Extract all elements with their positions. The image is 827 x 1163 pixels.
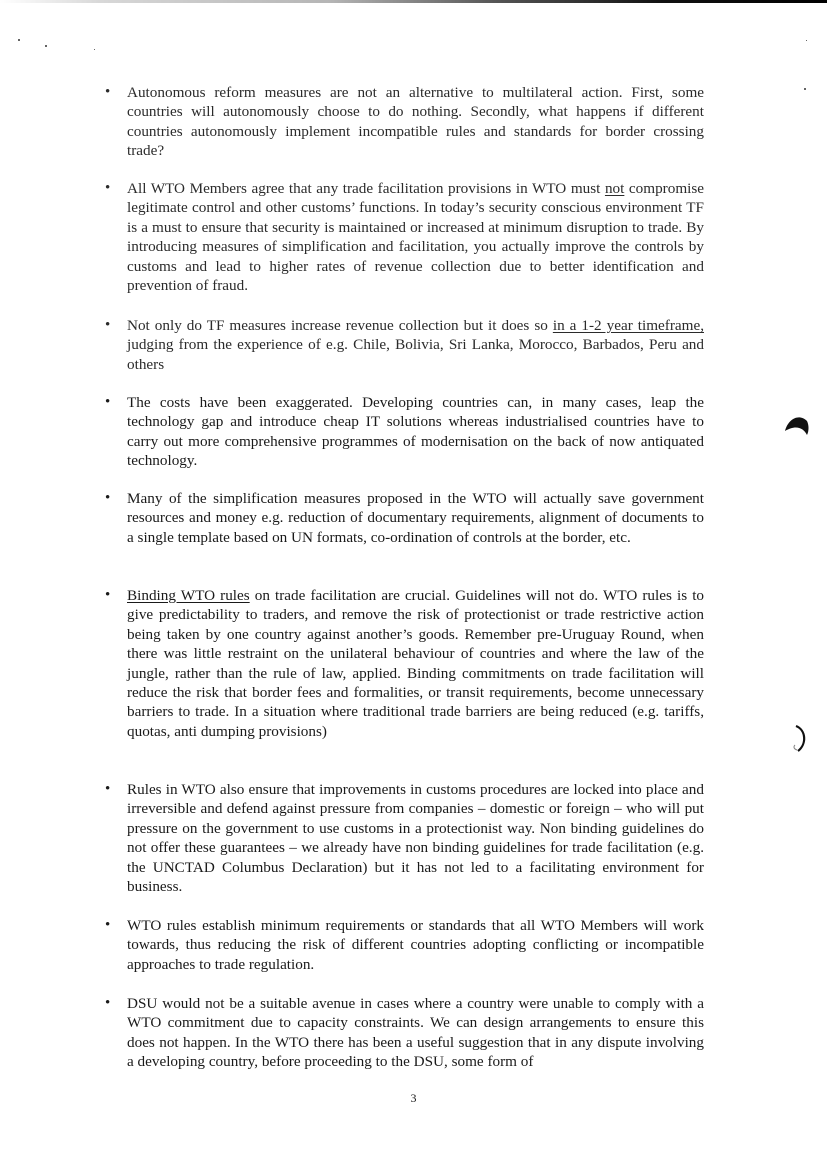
underlined-emphasis: in a 1-2 year timeframe, [552,317,704,334]
bullet-item [105,489,704,547]
bullet-item [105,83,704,161]
bullet-marker: • [105,781,111,797]
page-number: 3 [410,1091,417,1105]
bullet-marker: • [105,394,111,410]
bullet-text: Many of the simplification measures proposed in the WTO will actually save government resources and money e.g. reduction of documentary requirements, alignment of documents to a single template based on UN formats, co-ordination of controls at the border, etc. [127,490,704,546]
scan-speck [45,45,47,47]
bullet-marker: • [105,587,111,603]
bullet-item [105,780,704,896]
bullet-text: Autonomous reform measures are not an alternative to multilateral action. First, some countries will autonomously choose to do nothing. Secondly, what happens if different countries autonomously implement incompatible rules and standards for border crossing trade? [127,84,704,160]
bullet-marker: • [105,995,111,1011]
bullet-text: All WTO Members agree that any trade facilitation provisions in WTO must [127,180,605,197]
underlined-emphasis: not [604,180,625,197]
bullet-item [105,916,704,974]
bullet-text: Rules in WTO also ensure that improvements in customs procedures are locked into place and irreversible and defend against pressure from companies – domestic or foreign – who will put pressure on the government to use customs in a protectionist way. Non binding guidelines do not offer these guarantees – we already have non binding guidelines for trade facilitation (e.g. the UNCTAD Columbus Declaration) but it has not led to a facilitating environment for business. [127,781,704,896]
scan-speck [804,88,806,90]
bullet-item [105,316,704,374]
punch-hole-mark-bottom [790,722,810,754]
bullet-item [105,994,704,1072]
bullet-marker: • [105,84,111,100]
bullet-text: DSU would not be a suitable avenue in cases where a country were unable to comply with a WTO commitment due to capacity constraints. We can design arrangements to ensure this does not happen. In the WTO there has been a useful suggestion that in any dispute involving a developing country, before proceeding to the DSU, some form of [127,995,704,1071]
bullet-item [105,586,705,741]
bullet-marker: • [105,490,111,506]
bullet-text: The costs have been exaggerated. Developing countries can, in many cases, leap the technology gap and introduce cheap IT solutions whereas industrialised countries have to carry out more comprehensive programmes of modernisation on the back of now antiquated technology. [127,394,704,470]
bullet-text: on trade facilitation are crucial. Guidelines will not do. WTO rules is to give predictability to traders, and remove the risk of protectionist or trade restrictive action being taken by one country against another’s goods. Remember pre-Uruguay Round, when there was little restraint on the unilateral behaviour of countries and where the law of the jungle, rather than the rule of law, applied. Binding commitments on trade facilitation will reduce the risk that border fees and formalities, or transit requirements, become unnecessary barriers to trade. In a situation where traditional trade barriers are being reduced (e.g. tariffs, quotas, anti dumping provisions) [127,587,705,740]
bullet-text: judging from the experience of e.g. Chile, Bolivia, Sri Lanka, Morocco, Barbados, Peru and others [127,336,704,373]
bullet-item [105,179,704,295]
scan-speck [806,40,807,41]
bullet-marker: • [105,317,111,333]
underlined-emphasis: Binding WTO rules [127,587,250,604]
bullet-text: WTO rules establish minimum requirements or standards that all WTO Members will work towards, thus reducing the risk of different countries adopting conflicting or incompatible approaches to trade regulation. [127,917,704,973]
bullet-text: Not only do TF measures increase revenue collection but it does so [127,317,553,334]
bullet-marker: • [105,180,111,196]
bullet-text: compromise legitimate control and other customs’ functions. In today’s security conscious environment TF is a must to ensure that security is maintained or increased at minimum disruption to trade. By introducing measures of simplification and facilitation, you actually improve the controls by customs and lead to higher rates of revenue collection due to better identification and prevention of fraud. [127,180,704,295]
bullet-item [105,393,704,471]
bullet-marker: • [105,917,111,933]
top-edge-scan-line [0,0,827,3]
scan-speck [94,49,95,50]
scan-speck [18,39,20,41]
punch-hole-mark-top [783,413,811,437]
